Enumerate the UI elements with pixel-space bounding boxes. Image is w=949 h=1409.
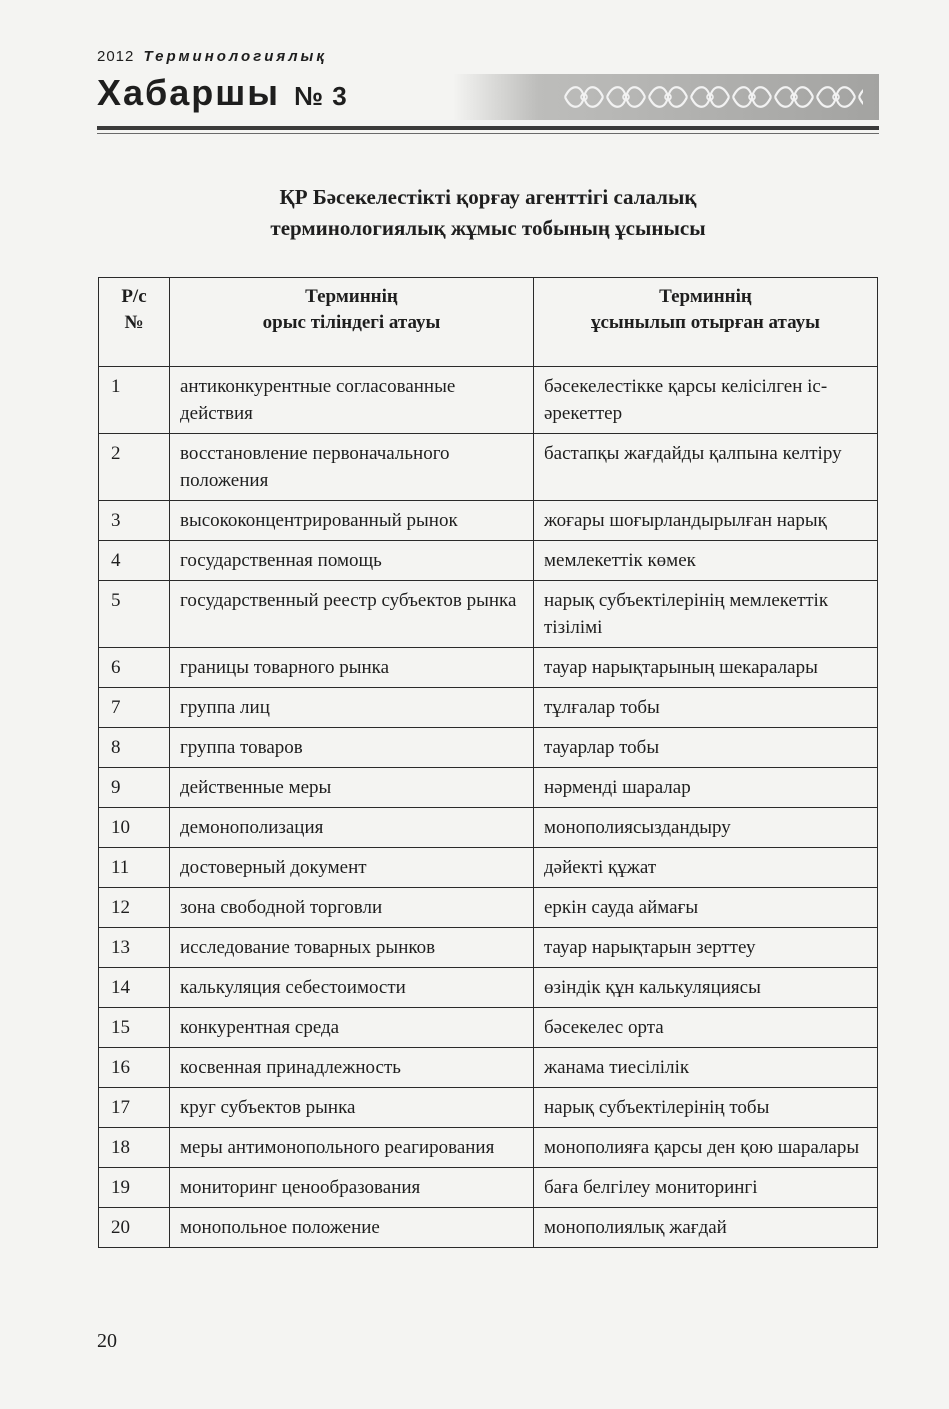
- header-russian-term: [170, 278, 534, 367]
- row-number-cell: 11: [99, 848, 170, 888]
- table-row: [99, 1128, 878, 1168]
- russian-term-cell: антиконкурентные согласованные действия: [170, 367, 534, 434]
- row-number-cell: 13: [99, 928, 170, 968]
- russian-term-cell: исследование товарных рынков: [170, 928, 534, 968]
- header-ornament-band: [453, 74, 879, 120]
- table-row: [99, 648, 878, 688]
- header-rule-thin: [97, 133, 879, 134]
- header-year: 2012: [97, 48, 135, 65]
- document-title-line-1: ҚР Бәсекелестікті қорғау агенттігі салалық: [279, 185, 697, 209]
- kazakh-term-cell: бәсекелес орта: [534, 1008, 878, 1048]
- table-row: [99, 928, 878, 968]
- kazakh-term-cell: жанама тиесілілік: [534, 1048, 878, 1088]
- row-number-cell: 20: [99, 1208, 170, 1248]
- table-row: [99, 1168, 878, 1208]
- row-number-cell: 19: [99, 1168, 170, 1208]
- document-title-line-2: терминологиялық жұмыс тобының ұсынысы: [270, 216, 706, 240]
- row-number-cell: 7: [99, 688, 170, 728]
- row-number-cell: 8: [99, 728, 170, 768]
- header-series: Терминологиялық: [143, 48, 327, 65]
- russian-term-cell: меры антимонопольного реагирования: [170, 1128, 534, 1168]
- header-issue: № 3: [294, 81, 348, 111]
- row-number-cell: 4: [99, 541, 170, 581]
- header-kazakh-line-1: Терминнің: [659, 286, 752, 307]
- kazakh-term-cell: нарық субъектілерінің тобы: [534, 1088, 878, 1128]
- page-number: 20: [97, 1330, 117, 1352]
- table-row: [99, 888, 878, 928]
- header-title-line: [97, 72, 348, 114]
- table-row: [99, 848, 878, 888]
- row-number-cell: 18: [99, 1128, 170, 1168]
- kazakh-term-cell: монополияға қарсы ден қою шаралары: [534, 1128, 878, 1168]
- header-title: Хабаршы: [97, 72, 281, 113]
- table-row: [99, 1048, 878, 1088]
- kazakh-term-cell: тауар нарықтарын зерттеу: [534, 928, 878, 968]
- header-number: [99, 278, 170, 367]
- row-number-cell: 16: [99, 1048, 170, 1088]
- header-rule-thick: [97, 126, 879, 130]
- kazakh-term-cell: баға белгілеу мониторингі: [534, 1168, 878, 1208]
- kazakh-term-cell: дәйекті құжат: [534, 848, 878, 888]
- table-row: [99, 808, 878, 848]
- row-number-cell: 6: [99, 648, 170, 688]
- row-number-cell: 3: [99, 501, 170, 541]
- russian-term-cell: конкурентная среда: [170, 1008, 534, 1048]
- header-kazakh-term: [534, 278, 878, 367]
- header-top-line: [97, 48, 327, 65]
- header-kazakh-line-2: ұсынылып отырған атауы: [591, 312, 820, 333]
- row-number-cell: 15: [99, 1008, 170, 1048]
- russian-term-cell: зона свободной торговли: [170, 888, 534, 928]
- kazakh-term-cell: тұлғалар тобы: [534, 688, 878, 728]
- row-number-cell: 2: [99, 434, 170, 501]
- kazakh-term-cell: өзіндік құн калькуляциясы: [534, 968, 878, 1008]
- header-number-line-2: №: [124, 312, 144, 333]
- kazakh-term-cell: монополиясыздандыру: [534, 808, 878, 848]
- russian-term-cell: мониторинг ценообразования: [170, 1168, 534, 1208]
- russian-term-cell: круг субъектов рынка: [170, 1088, 534, 1128]
- table-row: [99, 1208, 878, 1248]
- row-number-cell: 12: [99, 888, 170, 928]
- table-row: [99, 968, 878, 1008]
- kazakh-term-cell: жоғары шоғырландырылған нарық: [534, 501, 878, 541]
- table-row: [99, 581, 878, 648]
- kazakh-term-cell: нәрменді шаралар: [534, 768, 878, 808]
- row-number-cell: 14: [99, 968, 170, 1008]
- russian-term-cell: монопольное положение: [170, 1208, 534, 1248]
- terms-table: [98, 277, 878, 1248]
- table-row: [99, 434, 878, 501]
- kazakh-term-cell: мемлекеттік көмек: [534, 541, 878, 581]
- terms-table-body: [99, 367, 878, 1248]
- kazakh-term-cell: бәсекелестікке қарсы келісілген іс-әрекеттер: [534, 367, 878, 434]
- kazakh-term-cell: еркін сауда аймағы: [534, 888, 878, 928]
- table-row: [99, 1008, 878, 1048]
- russian-term-cell: косвенная принадлежность: [170, 1048, 534, 1088]
- document-title: [97, 182, 879, 244]
- russian-term-cell: государственная помощь: [170, 541, 534, 581]
- header-number-line-1: Р/с: [121, 286, 147, 307]
- kazakh-term-cell: тауар нарықтарының шекаралары: [534, 648, 878, 688]
- kazakh-term-cell: нарық субъектілерінің мемлекеттік тізілімі: [534, 581, 878, 648]
- russian-term-cell: достоверный документ: [170, 848, 534, 888]
- russian-term-cell: группа товаров: [170, 728, 534, 768]
- russian-term-cell: высококонцентрированный рынок: [170, 501, 534, 541]
- row-number-cell: 5: [99, 581, 170, 648]
- header-russian-line-2: орыс тіліндегі атауы: [262, 312, 441, 333]
- row-number-cell: 9: [99, 768, 170, 808]
- russian-term-cell: калькуляция себестоимости: [170, 968, 534, 1008]
- russian-term-cell: действенные меры: [170, 768, 534, 808]
- header-russian-line-1: Терминнің: [305, 286, 398, 307]
- table-row: [99, 501, 878, 541]
- russian-term-cell: группа лиц: [170, 688, 534, 728]
- kazakh-term-cell: монополиялық жағдай: [534, 1208, 878, 1248]
- table-row: [99, 367, 878, 434]
- russian-term-cell: демонополизация: [170, 808, 534, 848]
- table-header-row: [99, 278, 878, 367]
- kazakh-term-cell: тауарлар тобы: [534, 728, 878, 768]
- table-row: [99, 688, 878, 728]
- russian-term-cell: границы товарного рынка: [170, 648, 534, 688]
- table-row: [99, 728, 878, 768]
- table-row: [99, 768, 878, 808]
- ornament-pattern-icon: [563, 80, 863, 114]
- row-number-cell: 17: [99, 1088, 170, 1128]
- row-number-cell: 10: [99, 808, 170, 848]
- table-row: [99, 1088, 878, 1128]
- table-row: [99, 541, 878, 581]
- russian-term-cell: восстановление первоначального положения: [170, 434, 534, 501]
- russian-term-cell: государственный реестр субъектов рынка: [170, 581, 534, 648]
- row-number-cell: 1: [99, 367, 170, 434]
- running-header: [97, 48, 879, 136]
- kazakh-term-cell: бастапқы жағдайды қалпына келтіру: [534, 434, 878, 501]
